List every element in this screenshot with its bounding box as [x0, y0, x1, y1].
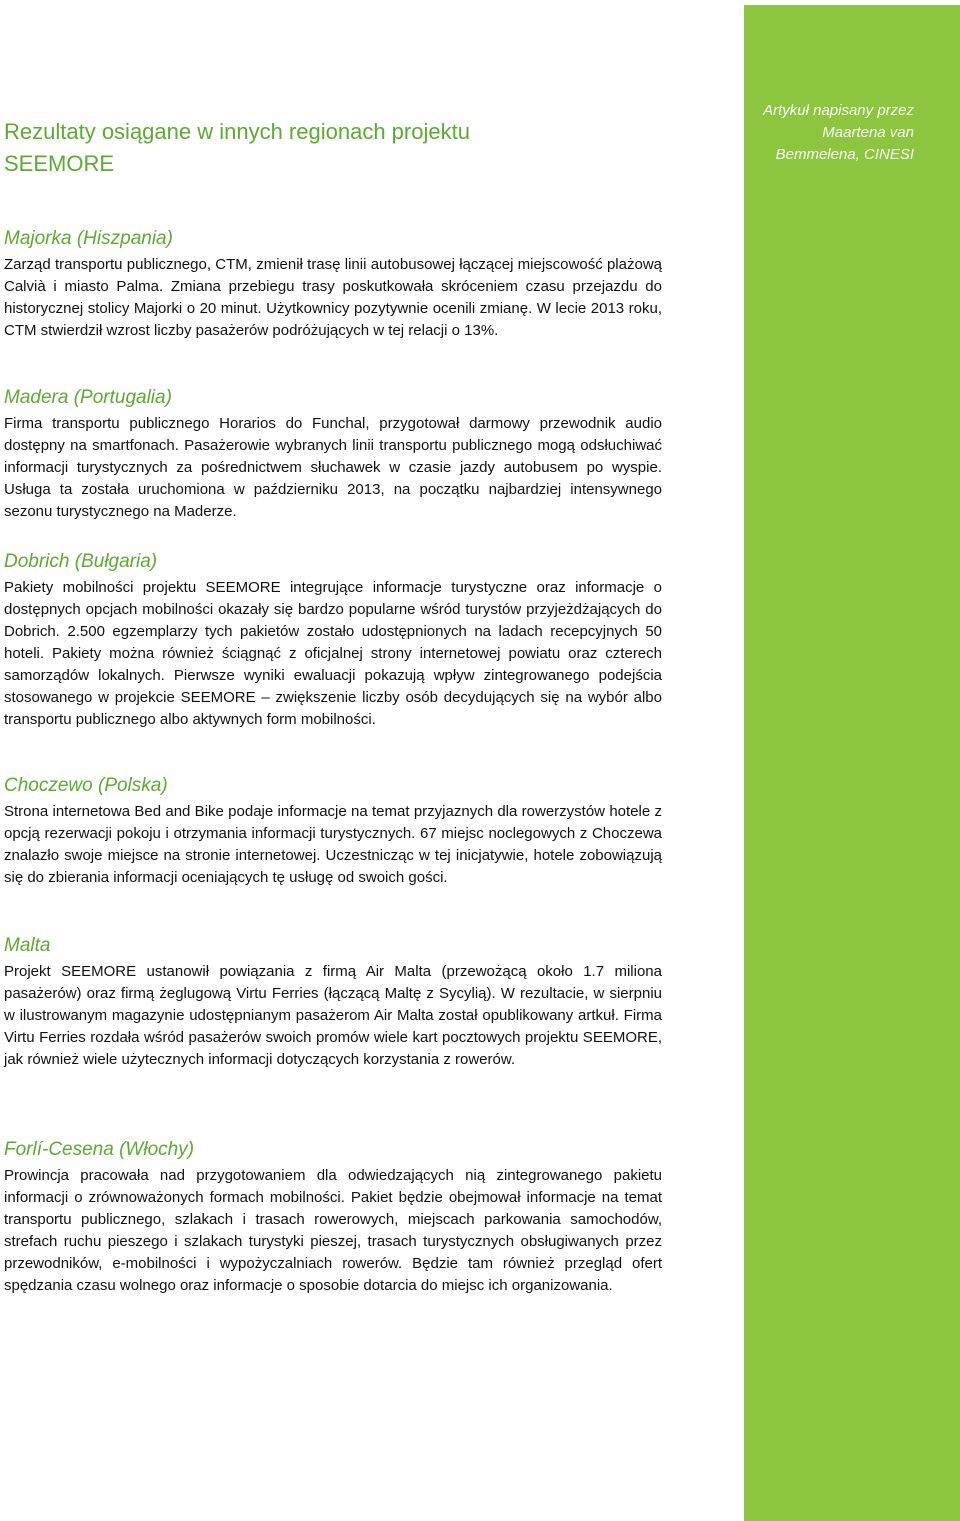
section-forli-cesena — [4, 1137, 662, 1297]
section-body: Pakiety mobilności projektu SEEMORE integrujące informacje turystyczne oraz informacje o dostępnych opcjach mobilności okazały się bardzo popularne wśród turystów przyjeżdżających do Dobrich. 2.500 egzemplarzy tych pakietów zostało udostępnionych na ladach recepcyjnych 50 hoteli. Pakiety można również ściągnąć z oficjalnej strony internetowej powiatu oraz czterech samorządów lokalnych. Pierwsze wyniki ewaluacji pokazują wpływ zintegrowanego podejścia stosowanego w projekcie SEEMORE – zwiększenie liczby osób decydujących się na wybór albo transportu publicznego albo aktywnych form mobilności. — [4, 579, 662, 728]
section-body: Firma transportu publicznego Horarios do Funchal, przygotował darmowy przewodnik audio dostępny na smartfonach. Pasażerowie wybranych linii transportu publicznego mogą odsłuchiwać informacji turystycznych za pośrednictwem słuchawek w czasie jazdy autobusem po wyspie. Usługa ta została uruchomiona w październiku 2013, na początku najbardziej intensywnego sezonu turystycznego na Maderze. — [4, 415, 662, 520]
section-majorka — [4, 226, 662, 342]
section-malta — [4, 933, 662, 1071]
section-madera — [4, 385, 662, 523]
section-body: Zarząd transportu publicznego, CTM, zmienił trasę linii autobusowej łączącej miejscowość plażową Calvià i miasto Palma. Zmiana przebiegu trasy poskutkowała skróceniem czasu przejazdu do historycznej stolicy Majorki o 20 minut. Użytkownicy pozytywnie ocenili zmianę. W lecie 2013 roku, CTM stwierdził wzrost liczby pasażerów podróżujących w tej relacji o 13%. — [4, 256, 662, 339]
section-choczewo — [4, 773, 662, 889]
section-heading: Forlí-Cesena (Włochy) — [4, 1139, 195, 1160]
section-heading: Dobrich (Bułgaria) — [4, 551, 158, 572]
author-credit: Artykuł napisany przez Maartena van Bemmelena, CINESI — [763, 102, 914, 163]
section-heading: Malta — [4, 935, 51, 956]
sidebar-panel — [744, 5, 960, 1521]
section-dobrich — [4, 549, 662, 731]
section-body: Projekt SEEMORE ustanowił powiązania z firmą Air Malta (przewożącą około 1.7 miliona pasażerów) oraz firmą żeglugową Virtu Ferries (łączącą Maltę z Sycylią). W rezultacie, w sierpniu w ilustrowanym magazynie udostępnianym pasażerom Air Malta został opublikowany artkuł. Firma Virtu Ferries rozdała wśród pasażerów swoich promów wiele kart pocztowych projektu SEEMORE, jak również wiele użytecznych informacji dotyczących korzystania z rowerów. — [4, 963, 662, 1068]
section-heading: Majorka (Hiszpania) — [4, 228, 173, 249]
section-heading: Madera (Portugalia) — [4, 387, 172, 408]
section-heading: Choczewo (Polska) — [4, 775, 168, 796]
section-body: Strona internetowa Bed and Bike podaje informacje na temat przyjaznych dla rowerzystów hotele z opcją rezerwacji pokoju i otrzymania informacji turystycznych. 67 miejsc noclegowych z Choczewa znalazło swoje miejsce na stronie internetowej. Uczestnicząc w tej inicjatywie, hotele zobowiązują się do zbierania informacji oceniających tę usługę od swoich gości. — [4, 803, 662, 886]
section-body: Prowincja pracowała nad przygotowaniem dla odwiedzających nią zintegrowanego pakietu informacji o zrównoważonych formach mobilności. Pakiet będzie obejmował informacje na temat transportu publicznego, szlakach i trasach rowerowych, miejscach parkowania samochodów, strefach ruchu pieszego i szlakach turystyki pieszej, trasach turystycznych obsługiwanych przez przewodników, e-mobilności i wypożyczalniach rowerów. Będzie tam również przegląd ofert spędzania czasu wolnego oraz informacje o sposobie dotarcia do miejsc ich organizowania. — [4, 1167, 662, 1294]
page-title: Rezultaty osiągane w innych regionach projektu SEEMORE — [4, 119, 470, 176]
